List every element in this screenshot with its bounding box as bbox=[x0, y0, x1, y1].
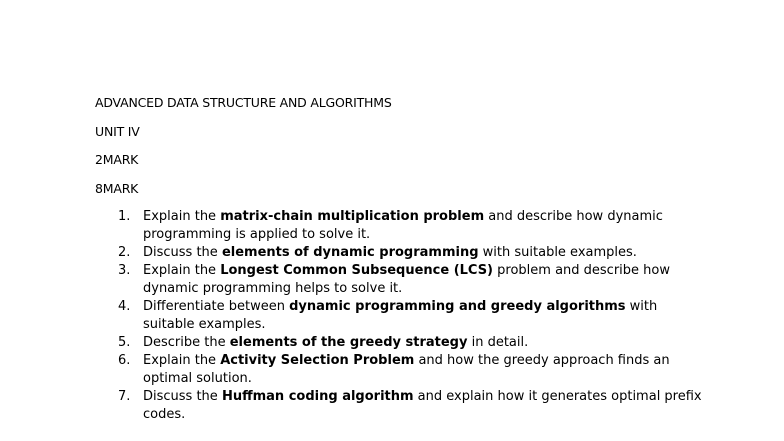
question-item bbox=[0, 352, 784, 388]
question-number: 5. bbox=[118, 335, 131, 350]
question-text: Discuss the elements of dynamic programming with suitable examples. bbox=[143, 245, 637, 260]
question-number: 4. bbox=[118, 299, 131, 314]
question-list bbox=[0, 208, 784, 424]
question-item bbox=[0, 334, 784, 352]
question-number: 3. bbox=[118, 263, 131, 278]
question-item bbox=[0, 208, 784, 244]
eight-mark-heading: 8MARK bbox=[95, 181, 139, 196]
question-keyword: elements of dynamic programming bbox=[221, 245, 479, 260]
question-number: 6. bbox=[118, 353, 131, 368]
question-number: 7. bbox=[118, 389, 131, 404]
question-item bbox=[0, 244, 784, 262]
question-text: Explain the Longest Common Subsequence (LCS) problem and describe how dynamic programming helps to solve it. bbox=[143, 263, 670, 296]
question-number: 1. bbox=[118, 209, 131, 224]
question-text: Discuss the Huffman coding algorithm and explain how it generates optimal prefix codes. bbox=[143, 389, 702, 422]
question-text: Describe the elements of the greedy strategy in detail. bbox=[143, 335, 529, 350]
question-keyword: matrix-chain multiplication problem bbox=[220, 209, 485, 224]
question-text: Explain the matrix-chain multiplication problem and describe how dynamic programming is applied to solve it. bbox=[143, 209, 663, 242]
question-item bbox=[0, 262, 784, 298]
question-keyword: Huffman coding algorithm bbox=[221, 389, 414, 404]
question-keyword: Activity Selection Problem bbox=[220, 353, 415, 368]
course-title: ADVANCED DATA STRUCTURE AND ALGORITHMS bbox=[95, 95, 392, 110]
question-keyword: Longest Common Subsequence (LCS) bbox=[220, 263, 494, 278]
question-item bbox=[0, 388, 784, 424]
question-item bbox=[0, 298, 784, 334]
unit-heading: UNIT IV bbox=[95, 124, 140, 139]
two-mark-heading: 2MARK bbox=[95, 152, 139, 167]
question-keyword: dynamic programming and greedy algorithms bbox=[289, 299, 626, 314]
question-text: Explain the Activity Selection Problem and how the greedy approach finds an optimal solution. bbox=[143, 353, 670, 386]
question-number: 2. bbox=[118, 245, 131, 260]
question-text: Differentiate between dynamic programming and greedy algorithms with suitable examples. bbox=[143, 299, 658, 332]
question-keyword: elements of the greedy strategy bbox=[229, 335, 468, 350]
